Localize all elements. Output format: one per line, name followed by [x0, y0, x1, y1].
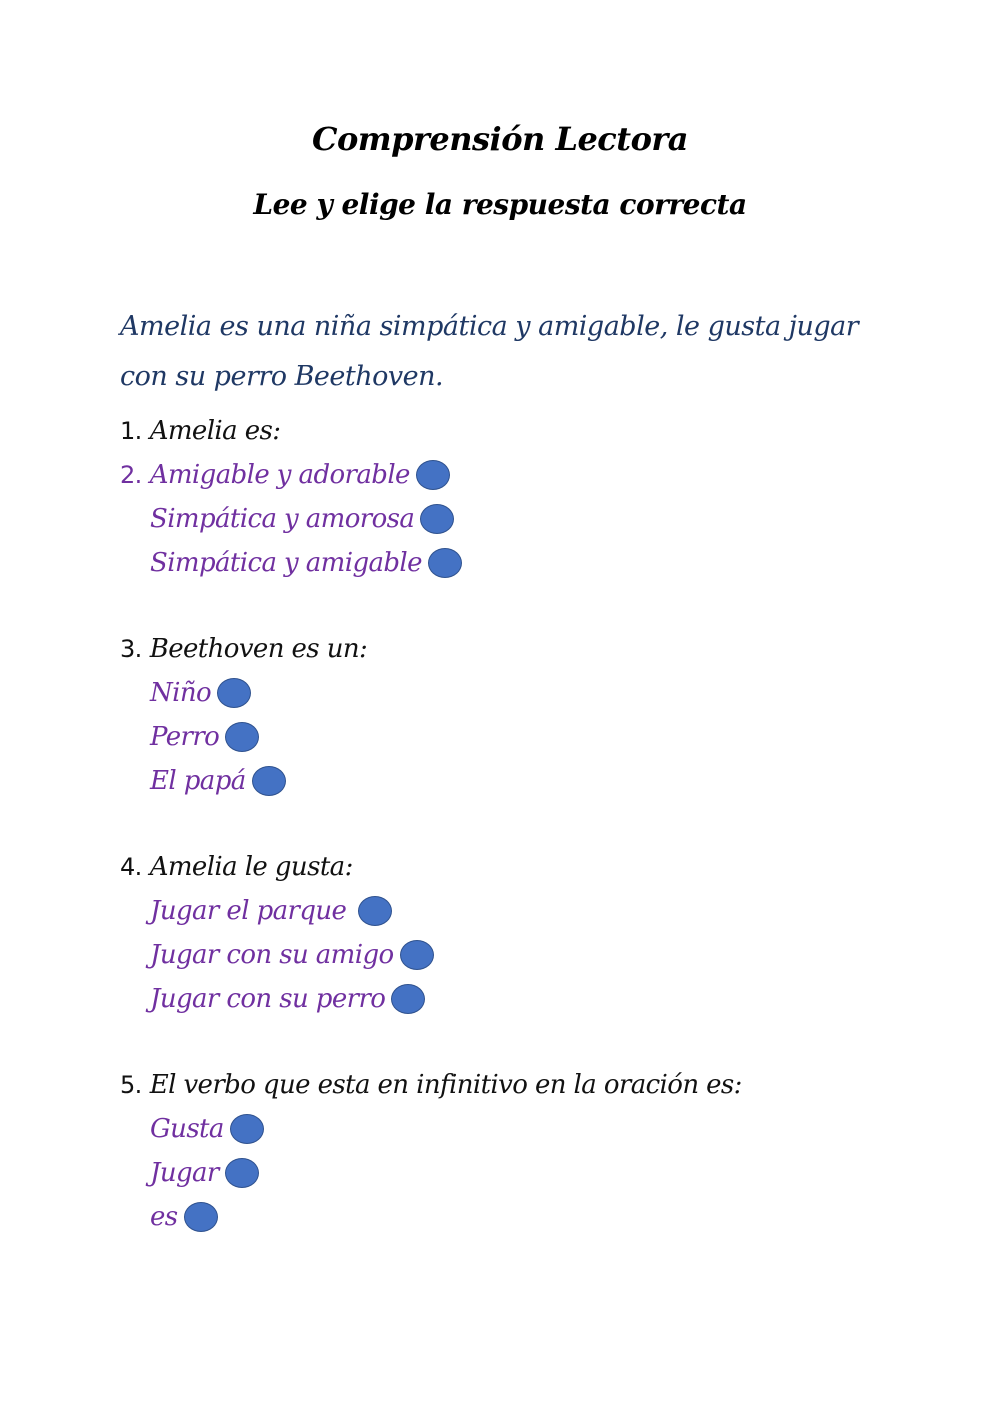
question-text: El verbo que esta en infinitivo en la oración es:: [149, 1070, 742, 1100]
radio-option-button[interactable]: [230, 1114, 264, 1144]
question-number: 1.: [120, 417, 142, 445]
option-label: Simpática y amorosa: [150, 504, 415, 534]
option-row: [150, 1202, 218, 1232]
option-label: Niño: [150, 678, 212, 708]
radio-option-button[interactable]: [391, 984, 425, 1014]
question-text: Amelia le gusta:: [149, 852, 353, 882]
option-row: [150, 1114, 264, 1144]
option-row: [150, 940, 434, 970]
page-subtitle: Lee y elige la respuesta correcta: [253, 188, 747, 221]
option-label: es: [150, 1202, 178, 1232]
radio-option-button[interactable]: [416, 460, 450, 490]
question-text: Amelia es:: [149, 416, 281, 446]
reading-passage: Amelia es una niña simpática y amigable, le gusta jugar con su perro Beethoven.: [120, 311, 859, 392]
radio-option-button[interactable]: [184, 1202, 218, 1232]
option-number: 2.: [120, 461, 142, 489]
question-3: [120, 634, 367, 664]
option-label: Jugar con su perro: [150, 984, 386, 1014]
radio-option-button[interactable]: [420, 504, 454, 534]
option-row: [150, 984, 425, 1014]
option-row: [150, 722, 259, 752]
option-row: [150, 766, 286, 796]
question-text: Beethoven es un:: [149, 634, 368, 664]
option-label: Gusta: [150, 1114, 224, 1144]
option-label: Jugar el parque: [150, 896, 347, 926]
question-1: [120, 416, 280, 446]
option-label: Amigable y adorable: [149, 460, 410, 490]
option-row: [150, 504, 454, 534]
radio-option-button[interactable]: [400, 940, 434, 970]
option-row: [150, 548, 462, 578]
option-label: Jugar con su amigo: [150, 940, 394, 970]
option-row: [150, 1158, 259, 1188]
option-label: El papá: [150, 766, 246, 796]
option-label: Simpática y amigable: [150, 548, 422, 578]
option-row: [150, 678, 251, 708]
question-number: 5.: [120, 1071, 142, 1099]
radio-option-button[interactable]: [358, 896, 392, 926]
question-5: [120, 1070, 742, 1100]
question-number: 4.: [120, 853, 142, 881]
question-number: 3.: [120, 635, 142, 663]
radio-option-button[interactable]: [225, 722, 259, 752]
radio-option-button[interactable]: [225, 1158, 259, 1188]
radio-option-button[interactable]: [217, 678, 251, 708]
radio-option-button[interactable]: [252, 766, 286, 796]
page-title: Comprensión Lectora: [311, 120, 688, 158]
option-row: [120, 460, 450, 490]
option-row: [150, 896, 392, 926]
option-label: Jugar: [150, 1158, 219, 1188]
option-label: Perro: [150, 722, 220, 752]
question-4: [120, 852, 353, 882]
radio-option-button[interactable]: [428, 548, 462, 578]
